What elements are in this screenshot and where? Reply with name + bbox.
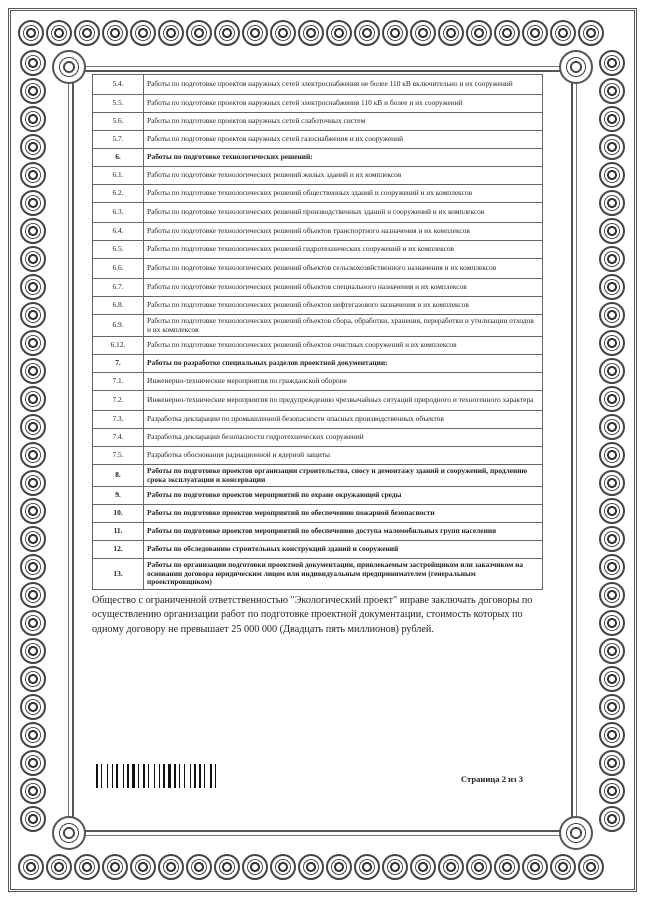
table-row bbox=[93, 297, 543, 315]
item-number: 5.6. bbox=[93, 113, 144, 131]
item-number: 12. bbox=[93, 541, 144, 559]
item-number: 11. bbox=[93, 523, 144, 541]
table-row bbox=[93, 447, 543, 465]
table-row bbox=[93, 505, 543, 523]
table-row bbox=[93, 279, 543, 297]
item-number: 9. bbox=[93, 487, 144, 505]
table-row bbox=[93, 487, 543, 505]
corner-ornament-icon bbox=[559, 816, 593, 850]
table-row bbox=[93, 131, 543, 149]
item-number: 7. bbox=[93, 355, 144, 373]
item-description: Разработка декларации безопасности гидротехнических сооружений bbox=[144, 429, 543, 447]
table-row bbox=[93, 259, 543, 279]
work-types-table bbox=[92, 74, 543, 590]
item-description: Работы по подготовке проектов организации строительства, сносу и демонтажу зданий и сооружений, продлению срока эксплуатации и консервации bbox=[144, 465, 543, 487]
item-description: Работы по обследованию строительных конструкций зданий и сооружений bbox=[144, 541, 543, 559]
table-row bbox=[93, 315, 543, 337]
item-description: Работы по подготовке технологических решений объектов специального назначения и их комплексов bbox=[144, 279, 543, 297]
table-row bbox=[93, 523, 543, 541]
item-number: 8. bbox=[93, 465, 144, 487]
item-number: 6. bbox=[93, 149, 144, 167]
item-number: 7.4. bbox=[93, 429, 144, 447]
item-description: Работы по подготовке технологических решений объектов сбора, обработки, хранения, переработки и утилизации отходов и их комплексов bbox=[144, 315, 543, 337]
item-number: 7.2. bbox=[93, 391, 144, 411]
item-number: 5.7. bbox=[93, 131, 144, 149]
item-description: Работы по подготовке технологических решений гидротехнических сооружений и их комплексов bbox=[144, 241, 543, 259]
item-description: Работы по подготовке проектов наружных сетей электроснабжения 110 кВ и более и их сооружений bbox=[144, 95, 543, 113]
item-number: 6.7. bbox=[93, 279, 144, 297]
table-row bbox=[93, 391, 543, 411]
table-row bbox=[93, 337, 543, 355]
table-row bbox=[93, 167, 543, 185]
table-row bbox=[93, 223, 543, 241]
table-row bbox=[93, 203, 543, 223]
item-number: 6.6. bbox=[93, 259, 144, 279]
page-footer bbox=[92, 764, 543, 794]
item-number: 6.2. bbox=[93, 185, 144, 203]
corner-ornament-icon bbox=[52, 816, 86, 850]
table-row bbox=[93, 149, 543, 167]
item-number: 6.12. bbox=[93, 337, 144, 355]
table-row bbox=[93, 95, 543, 113]
item-number: 7.3. bbox=[93, 411, 144, 429]
item-number: 6.5. bbox=[93, 241, 144, 259]
table-row bbox=[93, 75, 543, 95]
item-number: 6.4. bbox=[93, 223, 144, 241]
item-description: Работы по подготовке проектов наружных сетей газоснабжения и их сооружений bbox=[144, 131, 543, 149]
item-number: 10. bbox=[93, 505, 144, 523]
item-description: Работы по подготовке технологических решений производственных зданий и сооружений и их комплексов bbox=[144, 203, 543, 223]
table-row bbox=[93, 241, 543, 259]
table-row bbox=[93, 113, 543, 131]
item-description: Работы по подготовке технологических решений общественных зданий и сооружений и их комплексов bbox=[144, 185, 543, 203]
item-description: Инженерно-технические мероприятия по гражданской обороне bbox=[144, 373, 543, 391]
item-description: Работы по подготовке проектов наружных сетей слаботочных систем bbox=[144, 113, 543, 131]
item-number: 13. bbox=[93, 559, 144, 590]
summary-paragraph: Общество с ограниченной ответственностью "Экологический проект" вправе заключать договоры по осуществлению организации работ по подготовке проектной документации, стоимость которых по одному договору не превышает 25 000 000 (Двадцать пять миллионов) рублей. bbox=[92, 594, 533, 636]
item-number: 7.1. bbox=[93, 373, 144, 391]
table-row bbox=[93, 541, 543, 559]
item-number: 6.3. bbox=[93, 203, 144, 223]
item-description: Работы по организации подготовки проектной документации, привлекаемым застройщиком или заказчиком на основании договора юридическим лицом или индивидуальным предпринимателем (генеральным проектировщиком) bbox=[144, 559, 543, 590]
item-number: 6.1. bbox=[93, 167, 144, 185]
document-content bbox=[92, 74, 543, 638]
table-row bbox=[93, 465, 543, 487]
barcode-icon bbox=[96, 764, 244, 788]
item-description: Работы по подготовке проектов мероприятий по охране окружающей среды bbox=[144, 487, 543, 505]
item-number: 6.8. bbox=[93, 297, 144, 315]
item-number: 5.5. bbox=[93, 95, 144, 113]
item-description: Работы по подготовке проектов наружных сетей электроснабжения не более 110 кВ включительно и их сооружений bbox=[144, 75, 543, 95]
item-number: 7.5. bbox=[93, 447, 144, 465]
item-description: Работы по подготовке технологических решений жилых зданий и их комплексов bbox=[144, 167, 543, 185]
table-row bbox=[93, 559, 543, 590]
table-row bbox=[93, 411, 543, 429]
item-description: Разработка обоснования радиационной и ядерной защиты bbox=[144, 447, 543, 465]
item-number: 6.9. bbox=[93, 315, 144, 337]
item-description: Работы по подготовке технологических решений объектов очистных сооружений и их комплексов bbox=[144, 337, 543, 355]
item-description: Работы по подготовке проектов мероприятий по обеспечению доступа маломобильных групп населения bbox=[144, 523, 543, 541]
table-row bbox=[93, 429, 543, 447]
corner-ornament-icon bbox=[559, 50, 593, 84]
item-description: Работы по подготовке технологических решений объектов сельскохозяйственного назначения и их комплексов bbox=[144, 259, 543, 279]
table-row bbox=[93, 373, 543, 391]
item-description: Работы по подготовке технологических решений объектов нефтегазового назначения и их комплексов bbox=[144, 297, 543, 315]
table-row bbox=[93, 355, 543, 373]
item-description: Разработка декларации по промышленной безопасности опасных производственных объектов bbox=[144, 411, 543, 429]
item-description: Инженерно-технические мероприятия по предупреждению чрезвычайных ситуаций природного и техногенного характера bbox=[144, 391, 543, 411]
corner-ornament-icon bbox=[52, 50, 86, 84]
item-number: 5.4. bbox=[93, 75, 144, 95]
item-description: Работы по подготовке технологических решений объектов транспортного назначения и их комплексов bbox=[144, 223, 543, 241]
page-number-label: Страница 2 из 3 bbox=[460, 774, 523, 784]
table-row bbox=[93, 185, 543, 203]
item-description: Работы по подготовке проектов мероприятий по обеспечению пожарной безопасности bbox=[144, 505, 543, 523]
item-description: Работы по подготовке технологических решений: bbox=[144, 149, 543, 167]
item-description: Работы по разработке специальных разделов проектной документации: bbox=[144, 355, 543, 373]
